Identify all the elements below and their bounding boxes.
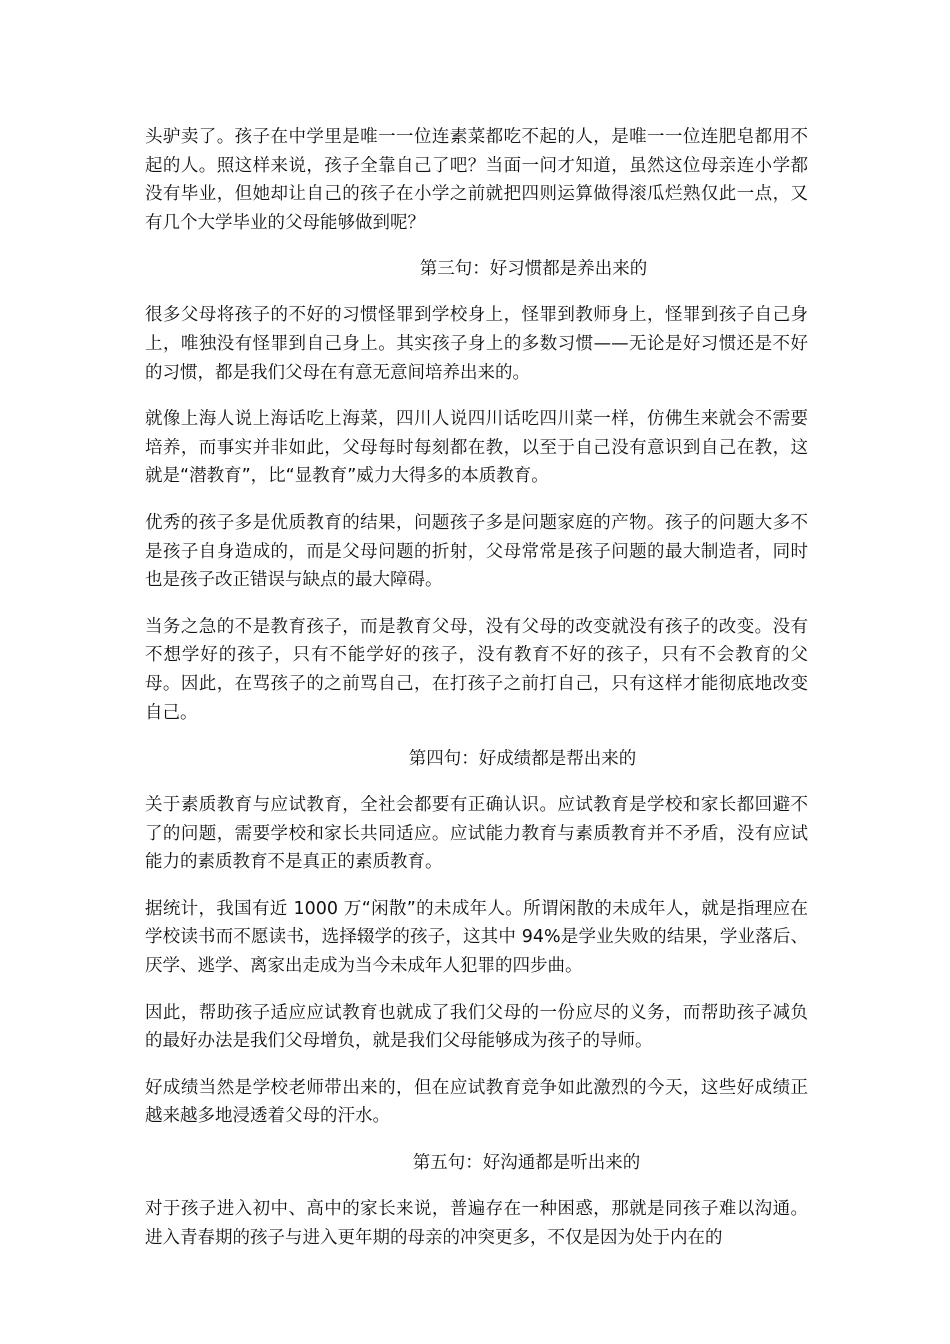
section-heading: 第三句：好习惯都是养出来的: [419, 259, 648, 280]
paragraph: 就像上海人说上海话吃上海菜，四川人说四川话吃四川菜一样，仿佛生来就会不需要培养，而事实并非如此，父母每时每刻都在教，以至于自己没有意识到自己在教，这就是“潜教育”，比“显教育”威力大得多的本质教育。: [145, 409, 808, 487]
paragraph: 当务之急的不是教育孩子，而是教育父母，没有父母的改变就没有孩子的改变。没有不想学好的孩子，只有不能学好的孩子，没有教育不好的孩子，只有不会教育的父母。因此，在骂孩子的之前骂自己，在打孩子之前打自己，只有这样才能彻底地改变自己。: [145, 616, 808, 723]
paragraph: 对于孩子进入初中、高中的家长来说，普遍存在一种困惑，那就是同孩子难以沟通。进入青春期的孩子与进入更年期的母亲的冲突更多，不仅是因为处于内在的: [145, 1199, 808, 1248]
section-heading: 第四句：好成绩都是帮出来的: [408, 749, 637, 770]
paragraph: 关于素质教育与应试教育，全社会都要有正确认识。应试教育是学校和家长都回避不了的问题，需要学校和家长共同适应。应试能力教育与素质教育并不矛盾，没有应试能力的素质教育不是真正的素质教育。: [145, 795, 808, 873]
paragraph: 很多父母将孩子的不好的习惯怪罪到学校身上，怪罪到教师身上，怪罪到孩子自己身上，唯独没有怪罪到自己身上。其实孩子身上的多数习惯——无论是好习惯还是不好的习惯，都是我们父母在有意无意间培养出来的。: [145, 305, 808, 383]
section-heading: 第五句：好沟通都是听出来的: [412, 1153, 641, 1174]
paragraph: 据统计，我国有近 1000 万“闲散”的未成年人。所谓闲散的未成年人，就是指理应在学校读书而不愿读书，选择辍学的孩子，这其中 94%是学业失败的结果，学业落后、厌学、逃学、离家出走成为当今未成年人犯罪的四步曲。: [145, 898, 808, 977]
paragraph: 好成绩当然是学校老师带出来的，但在应试教育竞争如此激烈的今天，这些好成绩正越来越多地浸透着父母的汗水。: [145, 1077, 808, 1127]
document-page: [145, 123, 808, 1270]
paragraph: 头驴卖了。孩子在中学里是唯一一位连素菜都吃不起的人，是唯一一位连肥皂都用不起的人。照这样来说，孩子全靠自己了吧？当面一问才知道，虽然这位母亲连小学都没有毕业，但她却让自己的孩子在小学之前就把四则运算做得滚瓜烂熟仅此一点，又有几个大学毕业的父母能够做到呢？: [145, 127, 808, 233]
paragraph: 因此，帮助孩子适应应试教育也就成了我们父母的一份应尽的义务，而帮助孩子减负的最好办法是我们父母增负，就是我们父母能够成为孩子的导师。: [145, 1002, 808, 1052]
paragraph: 优秀的孩子多是优质教育的结果，问题孩子多是问题家庭的产物。孩子的问题大多不是孩子自身造成的，而是父母问题的折射，父母常常是孩子问题的最大制造者，同时也是孩子改正错误与缺点的最大障碍。: [145, 512, 808, 591]
